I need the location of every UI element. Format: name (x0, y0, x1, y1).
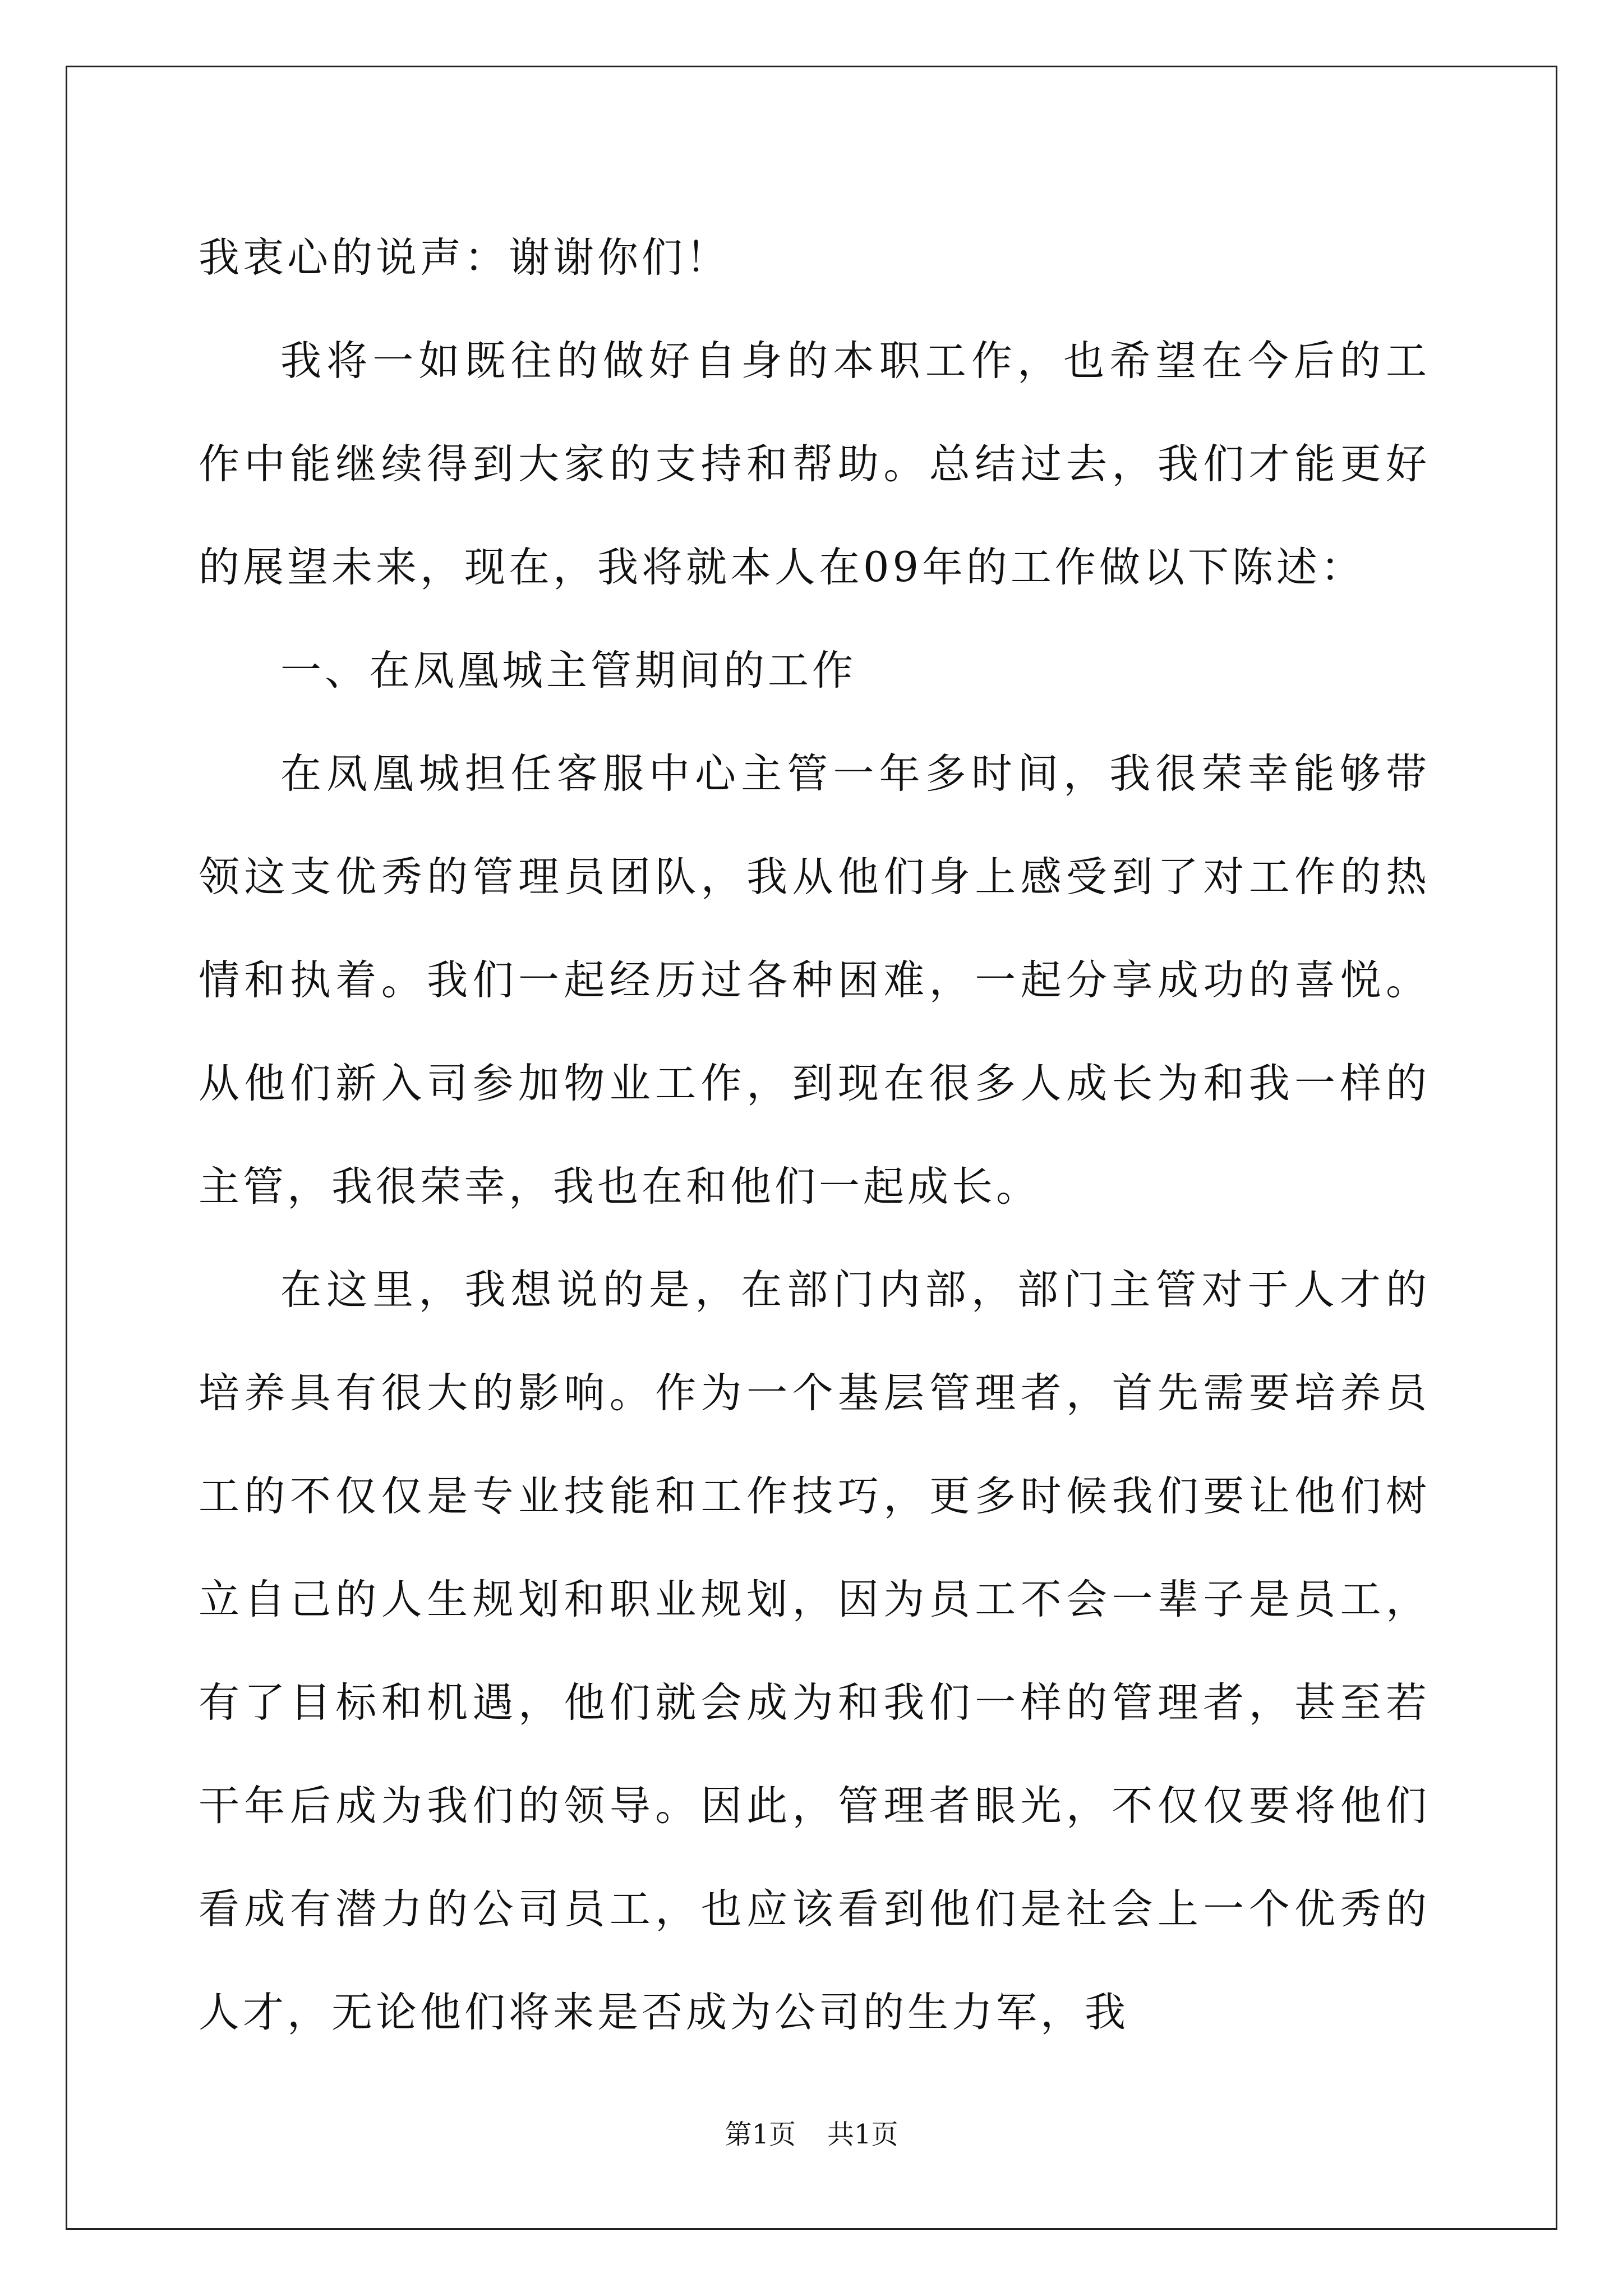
section-heading: 一、在凤凰城主管期间的工作 (280, 647, 856, 694)
page-footer (0, 2118, 1623, 2151)
paragraph-3: 在凤凰城担任客服中心主管一年多时间，我很荣幸能够带领这支优秀的管理员团队，我从他们身上感受到了对工作的热情和执着。我们一起经历过各种困难，一起分享成功的喜悦。从他们新入司参加物业工作，到现在很多人成长为和我一样的主管，我很荣幸，我也在和他们一起成长。 (199, 750, 1430, 1211)
document-body (199, 206, 1430, 2064)
paragraph-4: 在这里，我想说的是，在部门内部，部门主管对于人才的培养具有很大的影响。作为一个基层管理者，首先需要培养员工的不仅仅是专业技能和工作技巧，更多时候我们要让他们树立自己的人生规划和职业规划，因为员工不会一辈子是员工，有了目标和机遇，他们就会成为和我们一样的管理者，甚至若干年后成为我们的领导。因此，管理者眼光，不仅仅要将他们看成有潜力的公司员工，也应该看到他们是社会上一个优秀的人才，无论他们将来是否成为公司的生力军，我 (199, 1266, 1430, 2036)
page-number: 第1页 (725, 2119, 796, 2150)
page-total: 共1页 (827, 2119, 898, 2150)
paragraph-1: 我衷心的说声：谢谢你们！ (199, 234, 730, 282)
paragraph-2: 我将一如既往的做好自身的本职工作，也希望在今后的工作中能继续得到大家的支持和帮助。总结过去，我们才能更好的展望未来，现在，我将就本人在09年的工作做以下陈述： (199, 337, 1430, 591)
